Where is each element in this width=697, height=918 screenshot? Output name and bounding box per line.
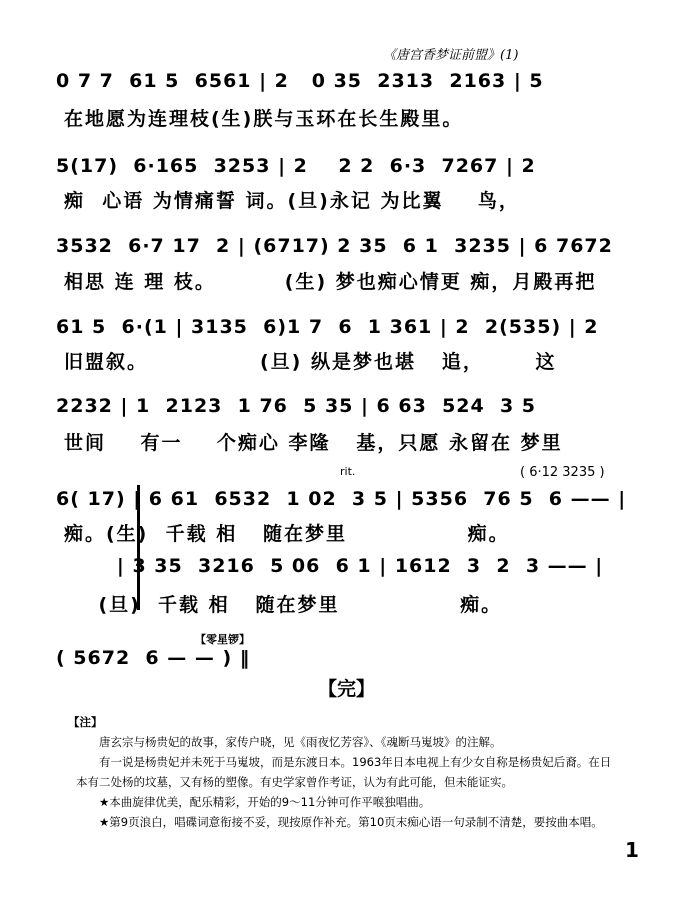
notation-line: 2232 | 1 2123 1 76 5 35 | 6 63 524 3 5: [56, 395, 537, 417]
rit-marking: rit.: [340, 465, 356, 478]
lyrics-line: 痴 心语 为情痛誓 词。(旦)永记 为比翼 鸟，: [64, 190, 520, 212]
gong-tag: 【零星锣】: [195, 633, 250, 646]
notation-line: 3532 6·7 17 2 | (6717) 2 35 6 1 3235 | 6 7672: [56, 235, 613, 257]
page-number: 1: [625, 838, 639, 862]
notation-line: 0 7 7 61 5 6561 | 2 0 35 2313 2163 | 5: [56, 70, 544, 92]
notes-section: [68, 712, 616, 832]
lyrics-line: 痴。(生) 千载 相 随在梦里 痴。: [64, 523, 510, 545]
end-marker: 【完】: [318, 678, 376, 700]
note-paragraph: ★本曲旋律优美，配乐精彩，开始的9～11分钟可作平喉独唱曲。: [99, 795, 431, 809]
notation-line: | 3 35 3216 5 06 6 1 | 1612 3 2 3 —— |: [56, 555, 604, 577]
notation-line: 61 5 6·(1 | 3135 6)1 7 6 1 361 | 2 2(535) | 2: [56, 316, 599, 338]
notation-line: 6( 17) | 6 61 6532 1 02 3 5 | 5356 76 5 6 —— |: [56, 488, 627, 510]
lyrics-line: 旧盟叙。 (旦) 纵是梦也堪 追， 这: [64, 351, 557, 373]
lyrics-line: 相思 连 理 枝。 (生) 梦也痴心情更 痴，月殿再把: [64, 271, 597, 293]
note-paragraph: 有一说是杨贵妃并未死于马嵬坡，而是东渡日本。1963年日本电视上有少女自称是杨贵妃后裔。在日本有二处杨的坟墓，又有杨的塑像。有史学家曾作考证，认为有此可能，但未能证实。: [76, 755, 612, 789]
notation-line: ( 5672 6 — — ) ‖: [56, 647, 251, 669]
lyrics-line: 在地愿为连理枝(生)朕与玉环在长生殿里。: [64, 108, 464, 130]
note-paragraph: ★第9页浪白，唱碟词意衔接不妥，现按原作补充。第10页末痴心语一句录制不清楚，要按曲本唱。: [99, 815, 603, 829]
notes-title: 【注】: [68, 715, 103, 729]
lyrics-line: (旦) 千载 相 随在梦里 痴。: [64, 594, 503, 616]
score-header: 《唐宫香梦证前盟》(1): [383, 48, 519, 63]
lyrics-line: 世间 有一 个痴心 李隆 基，只愿 永留在 梦里: [64, 432, 563, 454]
note-paragraph: 唐玄宗与杨贵妃的故事，家传户晓，见《雨夜忆芳容》、《魂断马嵬坡》的注解。: [99, 735, 502, 749]
intro-phrase: ( 6·12 3235 ): [520, 465, 605, 480]
notation-line: 5(17) 6·165 3253 | 2 2 2 6·3 7267 | 2: [56, 155, 536, 177]
